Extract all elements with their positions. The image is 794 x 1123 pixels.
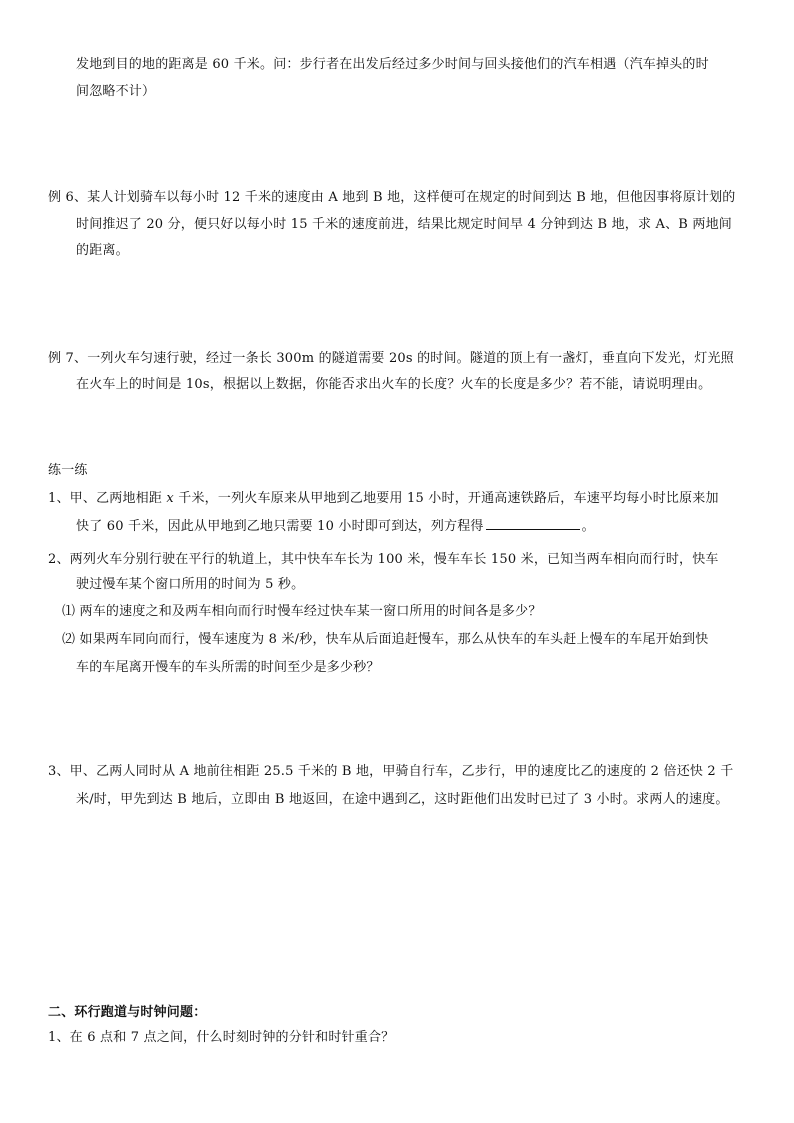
q1-line2-text: 快了 60 千米，因此从甲地到乙地只需要 10 小时即可到达，列方程得 bbox=[76, 519, 484, 534]
ex6-line-3: 的距离。 bbox=[76, 243, 129, 258]
q1-text-b: 千米，一列火车原来从甲地到乙地要用 15 小时，开通高速铁路后，车速平均每小时比原来加 bbox=[173, 491, 719, 506]
practice-q3-line-1: 3、甲、乙两人同时从 A 地前往相距 25.5 千米的 B 地，甲骑自行车，乙步行，甲的速度比乙的速度的 2 倍还快 2 千 bbox=[48, 764, 734, 779]
ex7-line-2: 在火车上的时间是 10s，根据以上数据，你能否求出火车的长度？火车的长度是多少？若不能，请说明理由。 bbox=[76, 377, 712, 392]
answer-blank[interactable] bbox=[486, 517, 580, 530]
q1-variable-x: x bbox=[166, 491, 174, 506]
q1-line2-end: 。 bbox=[581, 519, 595, 534]
ex5-line-1: 发地到目的地的距离是 60 千米。问：步行者在出发后经过多少时间与回头接他们的汽车相遇（汽车掉头的时 bbox=[76, 57, 709, 72]
ex5-line-2: 间忽略不计） bbox=[76, 84, 156, 99]
ex6-line-1: 例 6、某人计划骑车以每小时 12 千米的速度由 A 地到 B 地，这样便可在规定的时间到达 B 地，但他因事将原计划的 bbox=[48, 190, 736, 205]
ex7-line-1: 例 7、一列火车匀速行驶，经过一条长 300m 的隧道需要 20s 的时间。隧道的顶上有一盏灯，垂直向下发光，灯光照 bbox=[48, 351, 734, 366]
section-2-q1: 1、在 6 点和 7 点之间，什么时刻时钟的分针和时针重合？ bbox=[48, 1030, 395, 1045]
ex6-line-2: 时间推迟了 20 分，便只好以每小时 15 千米的速度前进，结果比规定时间早 4 分钟到达 B 地，求 A、B 两地间 bbox=[76, 217, 732, 232]
practice-q2-sub-2-line-2: 车的车尾离开慢车的车头所需的时间至少是多少秒？ bbox=[76, 660, 380, 675]
practice-q1-line-2 bbox=[76, 517, 595, 537]
practice-q2-sub-2-line-1: ⑵ 如果两车同向而行，慢车速度为 8 米/秒，快车从后面追赶慢车，那么从快车的车头赶上慢车的车尾开始到快 bbox=[62, 632, 709, 647]
practice-q3-line-2: 米/时，甲先到达 B 地后，立即由 B 地返回，在途中遇到乙，这时距他们出发时已过了 3 小时。求两人的速度。 bbox=[76, 792, 729, 807]
practice-q2-line-2: 驶过慢车某个窗口所用的时间为 5 秒。 bbox=[76, 577, 305, 592]
practice-q2-sub-1: ⑴ 两车的速度之和及两车相向而行时慢车经过快车某一窗口所用的时间各是多少？ bbox=[62, 604, 542, 619]
practice-q1-line-1 bbox=[48, 489, 719, 509]
q1-text-a: 1、甲、乙两地相距 bbox=[48, 491, 167, 506]
practice-q2-line-1: 2、两列火车分别行驶在平行的轨道上，其中快车车长为 100 米，慢车车长 150 米，已知当两车相向而行时，快车 bbox=[48, 552, 719, 567]
practice-heading: 练一练 bbox=[48, 463, 88, 478]
section-2-heading: 二、环行跑道与时钟问题： bbox=[48, 1005, 207, 1020]
